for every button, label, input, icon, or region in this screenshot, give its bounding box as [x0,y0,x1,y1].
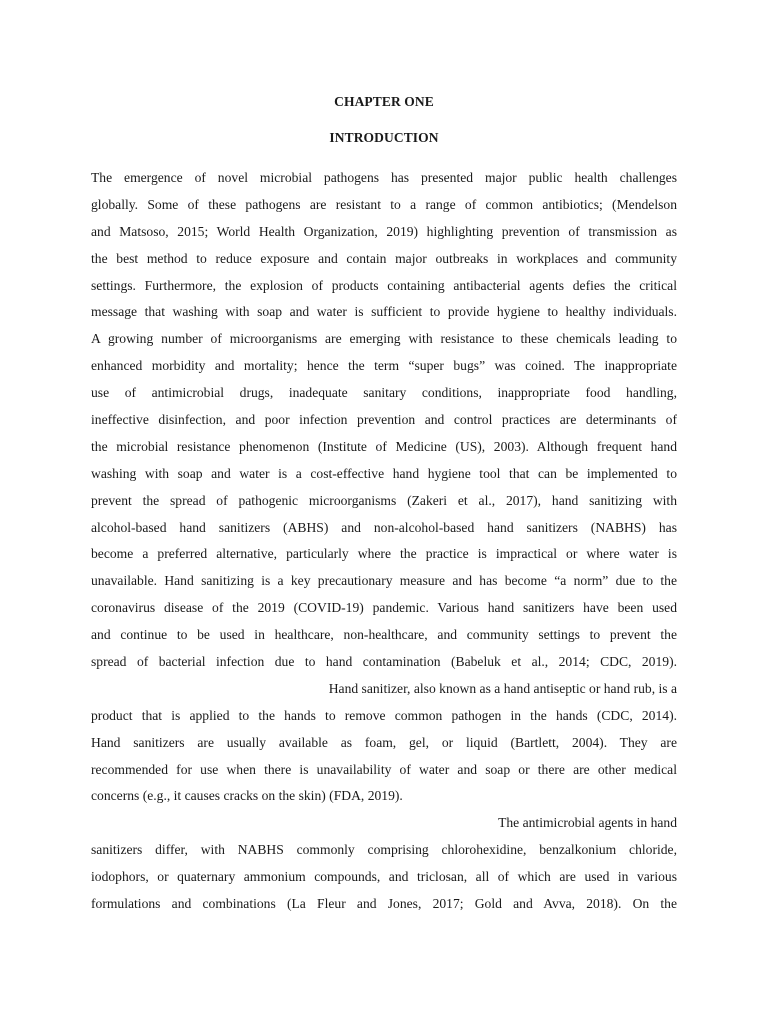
text-line: and continue to be used in healthcare, non-healthcare, and community settings to prevent the [91,627,677,643]
text-line: the microbial resistance phenomenon (Institute of Medicine (US), 2003). Although frequent hand [91,438,677,454]
text-line: product that is applied to the hands to remove common pathogen in the hands (CDC, 2014). [91,707,677,723]
text-line: recommended for use when there is unavailability of water and soap or there are other medical [91,761,677,777]
text-line: coronavirus disease of the 2019 (COVID-19) pandemic. Various hand sanitizers have been used [91,600,677,616]
text-line: alcohol-based hand sanitizers (ABHS) and non-alcohol-based hand sanitizers (NABHS) has [91,519,677,535]
text-line: washing with soap and water is a cost-effective hand hygiene tool that can be implemented to [91,465,677,481]
text-line: enhanced morbidity and mortality; hence the term “super bugs” was coined. The inappropriate [91,358,677,374]
text-line: settings. Furthermore, the explosion of products containing antibacterial agents defies the critical [91,277,677,293]
text-line: The emergence of novel microbial pathogens has presented major public health challenges [91,170,677,185]
text-line: concerns (e.g., it causes cracks on the skin) (FDA, 2019). [91,788,403,804]
text-line: globally. Some of these pathogens are resistant to a range of common antibiotics; (Mendelson [91,196,677,212]
text-line: ineffective disinfection, and poor infection prevention and control practices are determinants of [91,412,677,428]
text-line: A growing number of microorganisms are emerging with resistance to these chemicals leading to [91,331,677,347]
body-text [91,165,677,918]
text-line: The antimicrobial agents in hand [498,815,677,831]
chapter-title: CHAPTER ONE [334,94,434,109]
text-line: Hand sanitizer, also known as a hand antiseptic or hand rub, is a [328,680,677,696]
text-line: message that washing with soap and water is sufficient to provide hygiene to healthy individuals. [91,304,677,320]
section-title: INTRODUCTION [329,130,439,145]
text-line: spread of bacterial infection due to hand contamination (Babeluk et al., 2014; CDC, 2019). [91,654,677,670]
text-line: the best method to reduce exposure and contain major outbreaks in workplaces and community [91,250,677,266]
text-line: become a preferred alternative, particularly where the practice is impractical or where water is [91,546,677,562]
text-line: iodophors, or quaternary ammonium compounds, and triclosan, all of which are used in various [91,869,677,885]
text-line: formulations and combinations (La Fleur and Jones, 2017; Gold and Avva, 2018). On the [91,896,677,912]
text-line: use of antimicrobial drugs, inadequate sanitary conditions, inappropriate food handling, [91,385,677,401]
text-line: prevent the spread of pathogenic microorganisms (Zakeri et al., 2017), hand sanitizing with [91,492,677,508]
text-line: and Matsoso, 2015; World Health Organization, 2019) highlighting prevention of transmission as [91,223,677,239]
text-line: sanitizers differ, with NABHS commonly comprising chlorohexidine, benzalkonium chloride, [91,842,677,858]
text-line: Hand sanitizers are usually available as foam, gel, or liquid (Bartlett, 2004). They are [91,734,677,750]
text-line: unavailable. Hand sanitizing is a key precautionary measure and has become “a norm” due to the [91,573,677,589]
